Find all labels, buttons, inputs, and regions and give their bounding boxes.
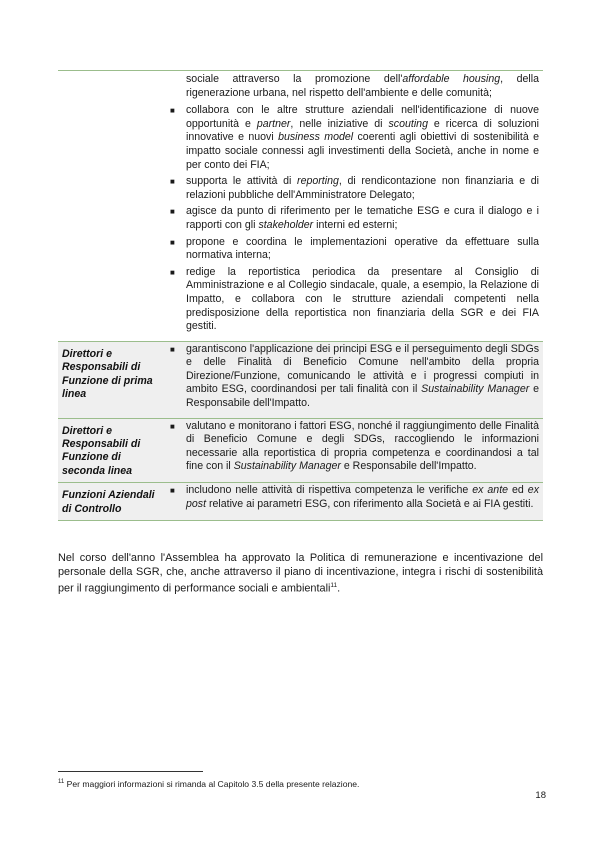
role-cell: Direttori e Responsabili di Funzione di seconda linea xyxy=(58,418,160,483)
continued-bullet-text: sociale attraverso la promozione dell'affordable housing, della rigenerazione urbana, nel rispetto dell'ambiente e delle comunità; xyxy=(186,73,540,99)
list-item: ■ includono nelle attività di rispettiva competenza le verifiche ex ante ed ex post relative ai parametri ESG, con riferimento alla Società e ai FIA gestiti. xyxy=(170,484,539,510)
list-item: ■ redige la reportistica periodica da presentare al Consiglio di Amministrazione e al Collegio sindacale, quale, a esempio, la Relazione di Impatto, e collabora con le strutture aziendali competenti nella predisposizione della reportistica non finanziaria della SGR e dei FIA gestiti. xyxy=(170,265,539,333)
list-item: ■ garantiscono l'applicazione dei principi ESG e il perseguimento degli SDGs e delle Finalità di Beneficio Comune nell'ambito della propria Direzione/Funzione, comunicando le attività e i progressi compiuti in ambito ESG, coordinandosi per tali finalità con il Sustainability Manager e Responsabile dell'Impatto. xyxy=(170,342,539,410)
list-item: ■ propone e coordina le implementazioni operative da effettuare sulla normativa interna; xyxy=(170,235,539,262)
square-bullet-icon: ■ xyxy=(170,421,175,431)
role-cell-empty xyxy=(58,71,160,342)
duties-cell xyxy=(160,341,543,418)
duties-list xyxy=(160,342,543,418)
page-number: 18 xyxy=(535,790,546,801)
table-row xyxy=(58,341,543,418)
duties-cell xyxy=(160,71,543,342)
duties-cell xyxy=(160,483,543,521)
list-item: ■ collabora con le altre strutture aziendali nell'identificazione di nuove opportunità e partner, nelle iniziative di scouting e ricerca di soluzioni innovative e nuovi business model coerenti agli obiettivi di sostenibilità e impatto sociale connessi agli investimenti della Società, anche in nome e per conto dei FIA; xyxy=(170,104,539,171)
table-row xyxy=(58,483,543,521)
footnote-reference[interactable]: 11 xyxy=(330,582,338,590)
duties-list xyxy=(160,419,543,481)
footnote-divider xyxy=(58,771,203,772)
duties-list xyxy=(160,483,543,518)
square-bullet-icon: ■ xyxy=(170,177,175,187)
square-bullet-icon: ■ xyxy=(170,344,175,354)
role-cell: Funzioni Aziendali di Controllo xyxy=(58,483,160,521)
table-row xyxy=(58,71,543,342)
role-cell: Direttori e Responsabili di Funzione di prima linea xyxy=(58,341,160,418)
square-bullet-icon: ■ xyxy=(170,207,175,217)
list-item: ■ valutano e monitorano i fattori ESG, nonché il raggiungimento delle Finalità di Beneficio Comune e degli SDGs, raccogliendo le informazioni necessarie alla reportistica di propria competenza e coordinandosi a tal fine con il Sustainability Manager e Responsabile dell'Impatto. xyxy=(170,419,539,473)
list-item: ■ agisce da punto di riferimento per le tematiche ESG e cura il dialogo e i rapporti con gli stakeholder interni ed esterni; xyxy=(170,205,539,231)
list-item: ■ supporta le attività di reporting, di rendicontazione non finanziaria e di relazioni pubbliche dell'Amministratore Delegato; xyxy=(170,175,540,201)
square-bullet-icon: ■ xyxy=(170,486,175,496)
square-bullet-icon: ■ xyxy=(170,267,175,277)
square-bullet-icon: ■ xyxy=(170,237,175,247)
square-bullet-icon: ■ xyxy=(170,106,175,116)
table-row xyxy=(58,418,543,483)
footnote: $^{11}$ Per maggiori informazioni si rimanda al Capitolo 3.5 della presente relazione. xyxy=(58,778,360,789)
duties-list xyxy=(160,103,543,341)
body-paragraph: Nel corso dell'anno l'Assemblea ha approvato la Politica di remunerazione e incentivazione del personale della SGR, che, anche attraverso il piano di incentivazione, integra i rischi di sostenibilità per il raggiungimento di performance sociali e ambientali$^{11}$. xyxy=(58,551,543,595)
duties-cell xyxy=(160,418,543,483)
responsibilities-table xyxy=(58,70,543,521)
